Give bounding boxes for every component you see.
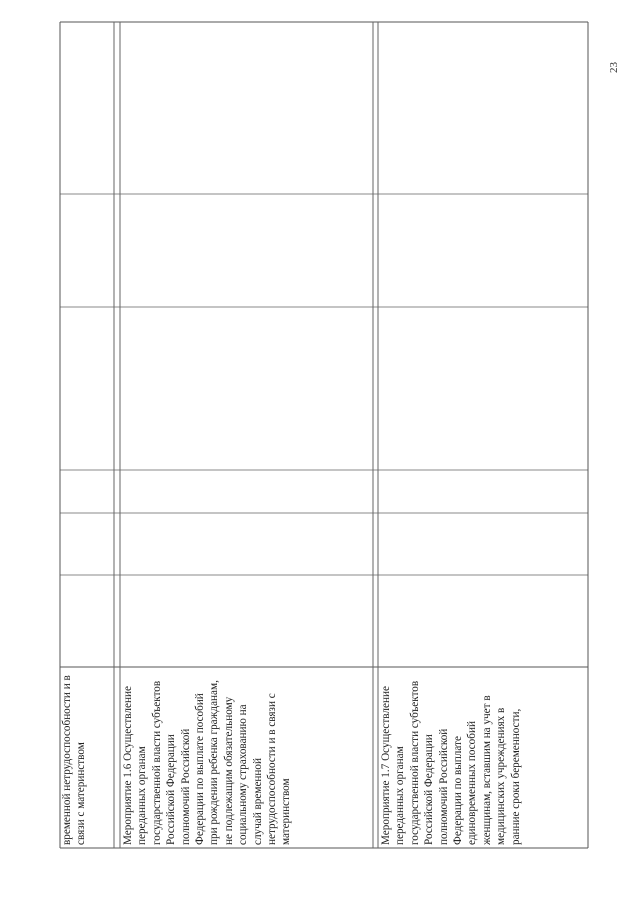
page-number: 23	[608, 62, 620, 73]
measure-1-6-cell: Мероприятие 1.6 Осуществление переданных органам государственной власти субъектов Российской Федерации полномочий Российской Федерации по выплате пособий при рождении ребенка гражданам, не подлежащим обязательному социальному страхованию на случай временной нетрудоспособности и в связи с материнством	[122, 680, 293, 845]
measure-1-7-cell: Мероприятие 1.7 Осуществление переданных органам государственной власти субъектов Российской Федерации полномочий Российской Федерации по выплате единовременных пособий женщинам, вставшим на учет в медицинских учреждениях в ранние сроки беременности,	[380, 680, 522, 845]
continuation-text-cell: временной нетрудоспособности и в связи с материнством	[61, 675, 88, 845]
